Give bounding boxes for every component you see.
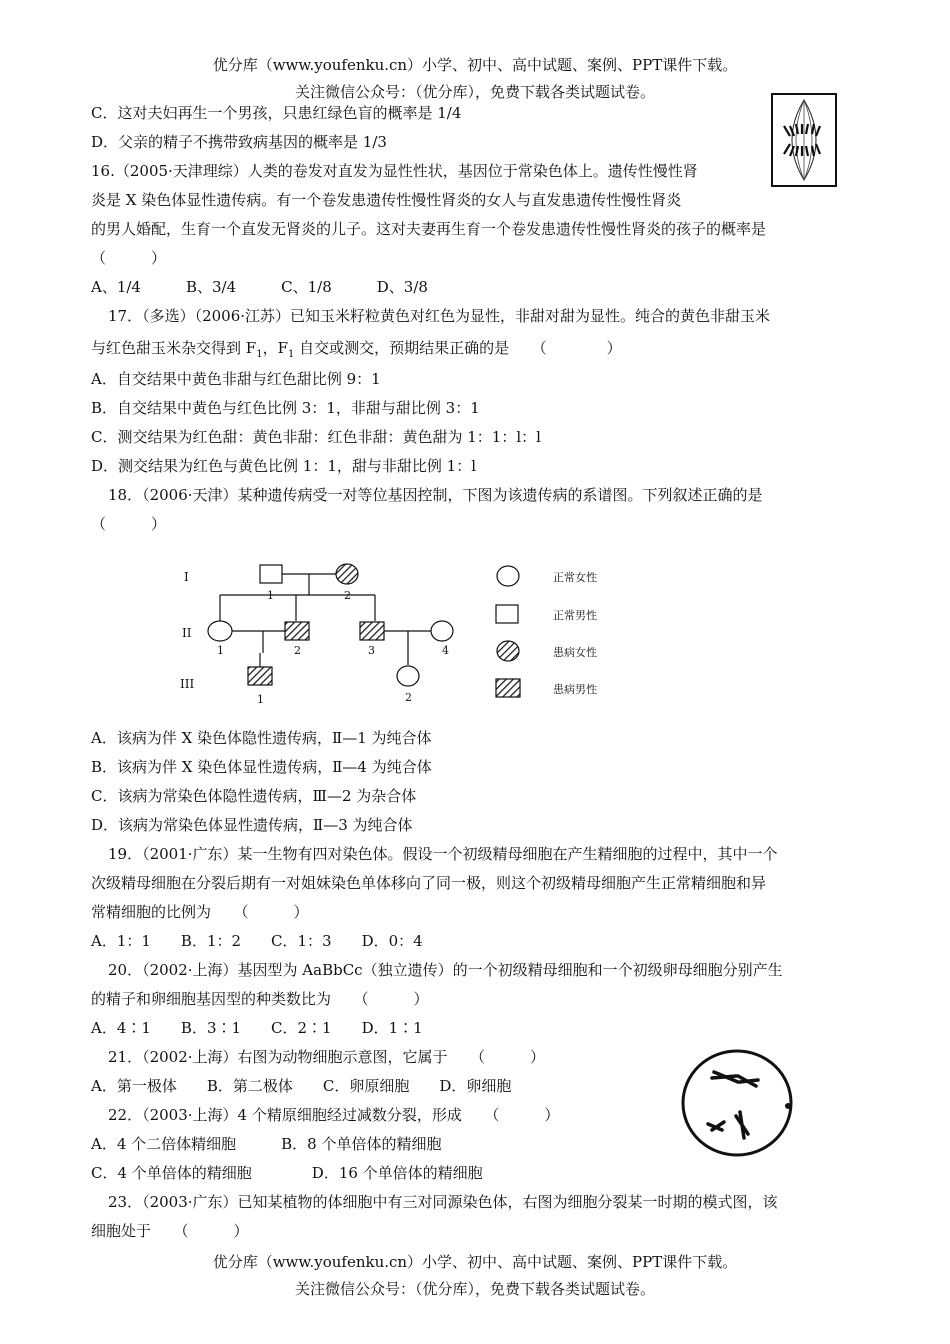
q17-option-a: A．自交结果中黄色非甜与红色甜比例 9：1 — [91, 370, 381, 388]
generation-label-i: I — [184, 570, 189, 584]
legend-normal-male-symbol — [496, 605, 518, 623]
pedigree-chart — [170, 555, 630, 715]
generation-label-iii: III — [180, 677, 195, 691]
generation-label-ii: II — [182, 626, 192, 640]
pedigree-II1-normal-female — [208, 621, 232, 641]
legend-normal-female-symbol — [497, 566, 519, 586]
header-line-1: 优分库（www.youfenku.cn）小学、初中、高中试题、案例、PPT课件下载。 — [212, 56, 738, 74]
q22-line-1: 22．（2003·上海）4 个精原细胞经过减数分裂，形成 （ ） — [108, 1106, 560, 1124]
pedigree-III1-affected-male — [248, 667, 272, 685]
q18-option-c: C．该病为常染色体隐性遗传病，Ⅲ—2 为杂合体 — [91, 787, 417, 805]
q16-line-1: 16.（2005·天津理综）人类的卷发对直发为显性性状，基因位于常染色体上。遗传性慢性肾 — [91, 162, 698, 180]
q18-line-2: （ ） — [91, 515, 167, 533]
q23-line-1: 23．（2003·广东）已知某植物的体细胞中有三对同源染色体，右图为细胞分裂某一时期的模式图，该 — [108, 1193, 778, 1211]
q19-line-3: 常精细胞的比例为 （ ） — [91, 903, 309, 921]
pedigree-III2-normal-female — [397, 666, 419, 686]
pedigree-num-II4: 4 — [442, 644, 449, 657]
pedigree-num-II1: 1 — [217, 644, 224, 657]
pedigree-num-II2: 2 — [294, 644, 301, 657]
pedigree-num-I2: 2 — [344, 589, 351, 602]
q20-line-1: 20．（2002·上海）基因型为 AaBbCc（独立遗传）的一个初级精母细胞和一个初级卵母细胞分别产生 — [108, 961, 783, 979]
pedigree-II4-normal-female — [431, 621, 453, 641]
pedigree-num-II3: 3 — [368, 644, 375, 657]
header-line-2: 关注微信公众号：（优分库），免费下载各类试题试卷。 — [294, 83, 655, 101]
q20-options: A．4∶1 B．3∶1 C．2∶1 D．1∶1 — [91, 1019, 423, 1037]
legend-affected-male-label: 患病男性 — [553, 683, 597, 696]
q18-line-1: 18．（2006·天津）某种遗传病受一对等位基因控制，下图为该遗传病的系谱图。下列叙述正确的是 — [108, 486, 763, 504]
legend-normal-male-label: 正常男性 — [553, 609, 597, 622]
q16-line-4: （ ） — [91, 249, 167, 267]
q17-option-b: B．自交结果中黄色与红色比例 3：1，非甜与甜比例 3：1 — [91, 399, 480, 417]
footer-line-1: 优分库（www.youfenku.cn）小学、初中、高中试题、案例、PPT课件下载。 — [212, 1253, 738, 1271]
pedigree-num-I1: 1 — [267, 589, 274, 602]
q15-option-c: C．这对夫妇再生一个男孩，只患红绿色盲的概率是 1/4 — [91, 104, 462, 122]
footer-line-2: 关注微信公众号：（优分库），免费下载各类试题试卷。 — [294, 1280, 655, 1298]
legend-affected-female-symbol — [497, 641, 519, 661]
q16-line-2: 炎是 X 染色体显性遗传病。有一个卷发患遗传性慢性肾炎的女人与直发患遗传性慢性肾炎 — [91, 191, 682, 209]
pedigree-num-III1: 1 — [257, 693, 264, 706]
animal-cell-figure — [678, 1046, 796, 1162]
q15-option-d: D．父亲的精子不携带致病基因的概率是 1/3 — [91, 133, 387, 151]
q18-option-b: B．该病为伴 X 染色体显性遗传病，Ⅱ—4 为纯合体 — [91, 758, 432, 776]
pedigree-num-III2: 2 — [405, 691, 412, 704]
q21-options: A．第一极体 B．第二极体 C．卵原细胞 D．卵细胞 — [91, 1077, 512, 1095]
q21-line-1: 21．（2002·上海）右图为动物细胞示意图，它属于 （ ） — [108, 1048, 546, 1066]
q19-options: A．1：1 B．1：2 C．1：3 D．0：4 — [91, 932, 423, 950]
q18-option-a: A．该病为伴 X 染色体隐性遗传病，Ⅱ—1 为纯合体 — [91, 729, 432, 747]
q22-options-ab: A．4 个二倍体精细胞 B．8 个单倍体的精细胞 — [91, 1135, 442, 1153]
q23-line-2: 细胞处于 （ ） — [91, 1222, 249, 1240]
pedigree-II2-affected-male — [285, 622, 309, 640]
q17-line-2: 与红色甜玉米杂交得到 $F_1$，$F_1$ 自交或测交，预期结果正确的是 （ ） — [91, 339, 622, 360]
q16-line-3: 的男人婚配，生育一个直发无肾炎的儿子。这对夫妻再生育一个卷发患遗传性慢性肾炎的孩子的概率是 — [91, 220, 767, 238]
pedigree-I2-affected-female — [336, 564, 358, 584]
q18-option-d: D．该病为常染色体显性遗传病，Ⅱ—3 为纯合体 — [91, 816, 413, 834]
legend-normal-female-label: 正常女性 — [553, 571, 597, 584]
legend-affected-male-symbol — [496, 679, 520, 697]
q17-line-1: 17．（多选）（2006·江苏）已知玉米籽粒黄色对红色为显性，非甜对甜为显性。纯合的黄色非甜玉米 — [108, 307, 771, 325]
q19-line-2: 次级精母细胞在分裂后期有一对姐妹染色单体移向了同一极，则这个初级精母细胞产生正常精细胞和异 — [91, 874, 767, 892]
pedigree-II3-affected-male — [360, 622, 384, 640]
q17-option-c: C．测交结果为红色甜：黄色非甜：红色非甜：黄色甜为 1：1：l：l — [91, 428, 541, 446]
spindle-cell-figure — [768, 92, 840, 188]
q17-option-d: D．测交结果为红色与黄色比例 1：1，甜与非甜比例 1：l — [91, 457, 476, 475]
q22-options-cd: C．4 个单倍体的精细胞 D．16 个单倍体的精细胞 — [91, 1164, 483, 1182]
q19-line-1: 19．（2001·广东）某一生物有四对染色体。假设一个初级精母细胞在产生精细胞的过程中，其中一个 — [108, 845, 778, 863]
q16-options: A、1/4 B、3/4 C、1/8 D、3/8 — [91, 278, 428, 296]
legend-affected-female-label: 患病女性 — [553, 646, 597, 659]
pedigree-I1-normal-male — [260, 565, 282, 583]
q20-line-2: 的精子和卵细胞基因型的种类数比为 （ ） — [91, 990, 429, 1008]
